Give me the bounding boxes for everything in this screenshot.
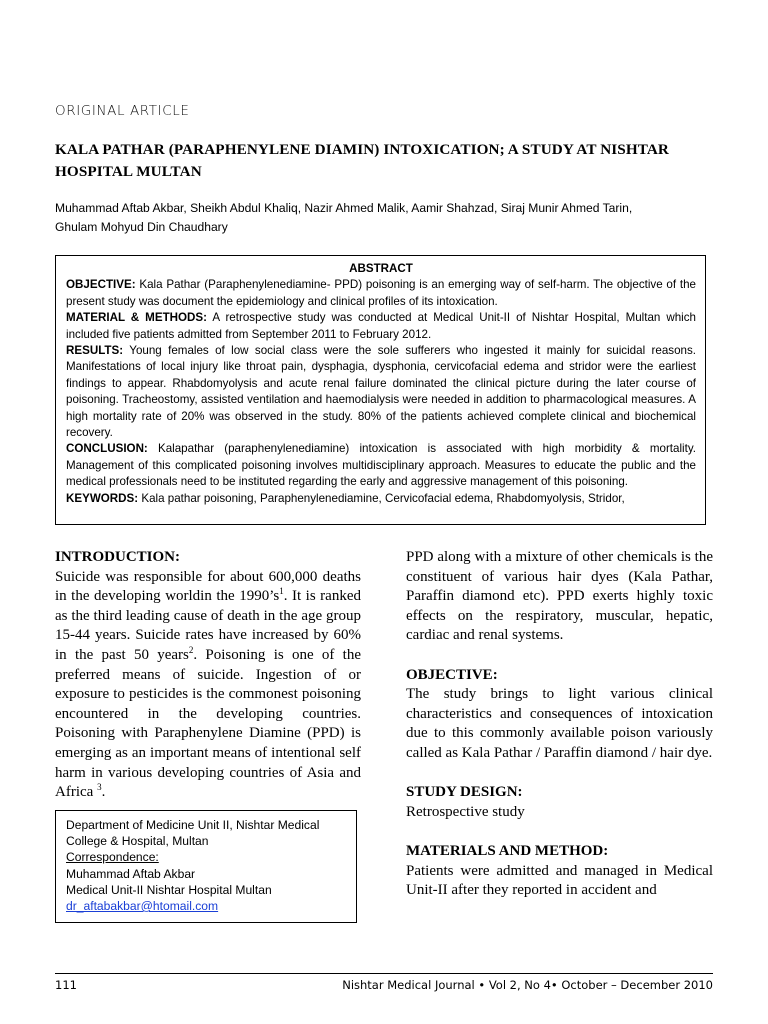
introduction-continued: PPD along with a mixture of other chemicals is the constituent of various hair dyes (Kala Pathar, Paraffin diamond etc). PPD exerts highly toxic effects on the respiratory, muscular, hepatic, cardiac and renal systems. <box>406 549 713 644</box>
abstract-keywords <box>66 491 696 507</box>
introduction-paragraph <box>55 568 361 803</box>
study-design-heading: STUDY DESIGN: <box>406 784 523 801</box>
abstract-conclusion <box>66 441 696 490</box>
introduction-text-1: Suicide was responsible for about 600,000 deaths in the developing worldin the 1990’s <box>55 568 361 605</box>
introduction-text-3: . Poisoning is one of the preferred means of suicide. Ingestion of or exposure to pesticides is the commonest poisoning encountered in the developing countries. Poisoning with Paraphenylene Diamine (PPD) is emerging as an important means of intentional self harm in various developing countries of Asia and Africa <box>55 646 361 801</box>
authors-line-1: Muhammad Aftab Akbar, Sheikh Abdul Khaliq, Nazir Ahmed Malik, Aamir Shahzad, Siraj Munir Ahmed Tarin, <box>55 201 633 215</box>
left-column <box>55 548 361 803</box>
abstract-objective-label: OBJECTIVE: <box>66 278 136 292</box>
abstract-methods <box>66 310 696 343</box>
introduction-text-4: . <box>101 784 106 801</box>
abstract-results-label: RESULTS: <box>66 344 124 358</box>
correspondence-email-link[interactable]: dr_aftabakbar@htomail.com <box>66 899 219 914</box>
article-type-label: ORIGINAL ARTICLE <box>55 103 190 119</box>
correspondence-name: Muhammad Aftab Akbar <box>66 866 196 881</box>
reference-2: 2 <box>188 644 194 655</box>
abstract-conclusion-text: Kalapathar (paraphenylenediamine) intoxication is associated with high morbidity & mortality. Management of this complicated poisoning involves multidisciplinary approach. Measures to educate the public and the medical professionals need to be instituted regarding the early and aggressive management of this poisoning. <box>66 442 696 489</box>
abstract-methods-label: MATERIAL & METHODS: <box>66 311 208 325</box>
introduction-heading: INTRODUCTION: <box>55 549 181 565</box>
abstract-heading: ABSTRACT <box>349 262 413 275</box>
article-title: KALA PATHAR (PARAPHENYLENE DIAMIN) INTOXICATION; A STUDY AT NISHTAR HOSPITAL MULTAN <box>55 141 669 180</box>
footer-divider <box>55 973 713 974</box>
introduction-text-2: . It is ranked as the third leading cause of death in the age group 15-44 years. Suicide rates have increased by 60% in the past 50 years <box>55 588 361 663</box>
affiliation-line-1: Department of Medicine Unit II, Nishtar Medical <box>66 818 320 832</box>
right-column <box>406 548 713 901</box>
affiliation-line-2: College & Hospital, Multan <box>66 834 209 849</box>
abstract-keywords-label: KEYWORDS: <box>66 491 139 505</box>
objective-paragraph: The study brings to light various clinical characteristics and consequences of intoxication due to this commonly available poison variously called as Kala Pathar / Paraffin diamond / hair dye. <box>406 686 713 761</box>
correspondence-label: Correspondence: <box>66 850 159 865</box>
affiliation-box <box>55 810 357 923</box>
correspondence-address: Medical Unit-II Nishtar Hospital Multan <box>66 882 272 897</box>
abstract-methods-text: A retrospective study was conducted at Medical Unit-II of Nishtar Hospital, Multan which included five patients admitted from September 2011 to February 2012. <box>66 311 697 341</box>
methods-paragraph: Patients were admitted and managed in Medical Unit-II after they reported in accident and <box>406 862 713 899</box>
reference-1: 1 <box>279 586 284 597</box>
abstract-results <box>66 343 696 441</box>
journal-citation: Nishtar Medical Journal • Vol 2, No 4• October – December 2010 <box>342 978 713 992</box>
page-number: 111 <box>55 978 77 992</box>
abstract-box <box>55 255 706 525</box>
author-list <box>55 199 715 237</box>
abstract-objective-text: Kala Pathar (Paraphenylenediamine- PPD) poisoning is an emerging way of self-harm. The objective of the present study was document the epidemiology and clinical profiles of its intoxication. <box>66 278 696 308</box>
abstract-keywords-text: Kala pathar poisoning, Paraphenylenediamine, Cervicofacial edema, Rhabdomyolysis, Stridor, <box>138 491 625 505</box>
methods-heading: MATERIALS AND METHOD: <box>406 842 609 859</box>
abstract-results-text: Young females of low social class were the sole sufferers who ingested it mainly for suicidal reasons. Manifestations of local injury like throat pain, dysphagia, dysphonia, cervicofacial edema and stridor were the earliest findings to appear. Rhabdomyolysis and acute renal failure dominated the clinical picture during the later course of poisoning. Tracheostomy, assisted ventilation and haemodialysis were needed in addition to pharmacological measures. A high mortality rate of 20% was observed in the study. 80% of the patients achieved complete clinical and biochemical recovery. <box>66 344 696 440</box>
objective-heading: OBJECTIVE: <box>406 666 498 683</box>
authors-line-2: Ghulam Mohyud Din Chaudhary <box>55 220 228 234</box>
study-design-paragraph: Retrospective study <box>406 803 525 820</box>
reference-3: 3 <box>97 782 102 793</box>
abstract-objective <box>66 277 696 310</box>
abstract-conclusion-label: CONCLUSION: <box>66 442 148 456</box>
